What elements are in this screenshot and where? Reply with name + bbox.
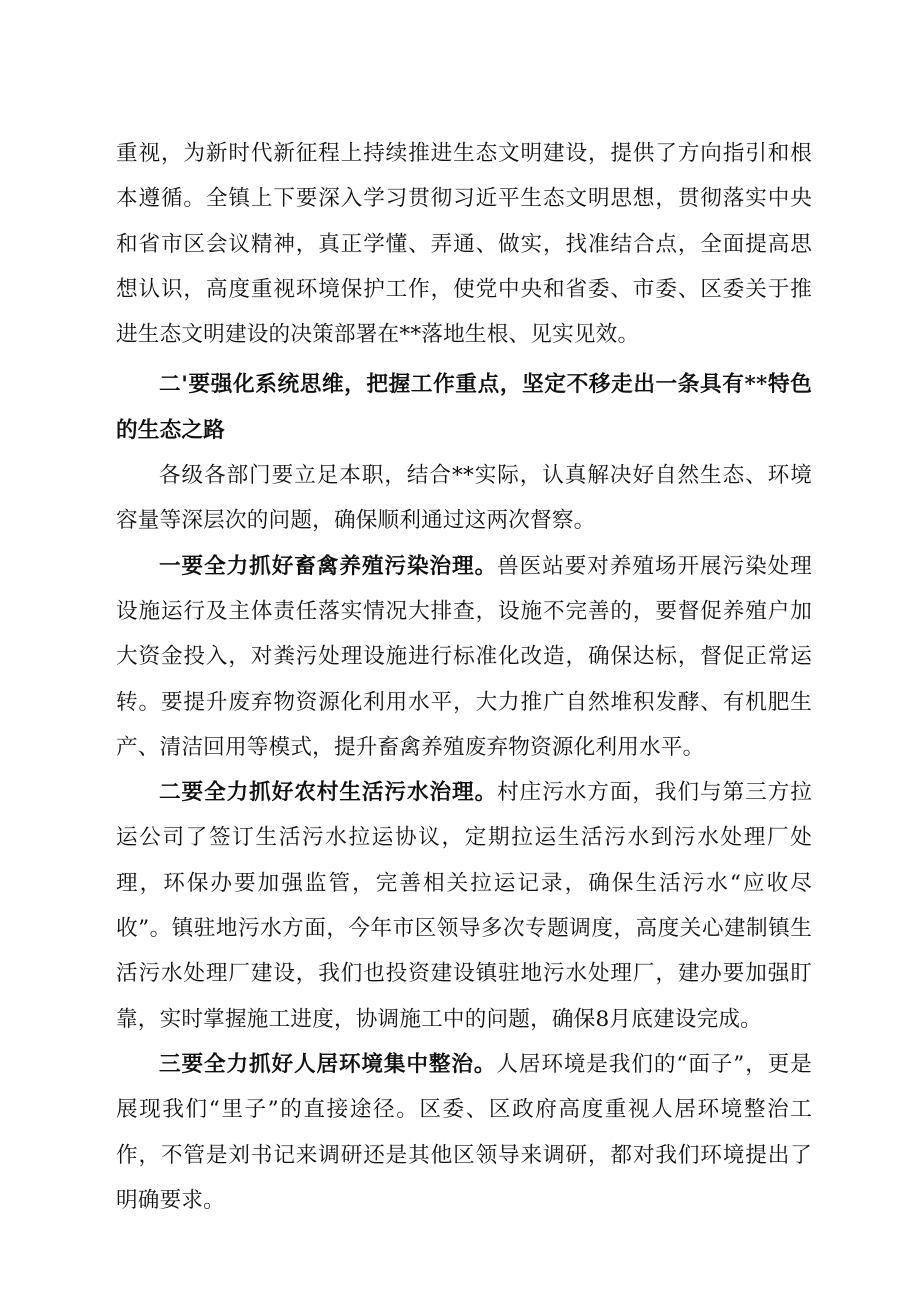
item-1-lead: 一要全力抓好畜禽养殖污染治理。 <box>159 553 498 579</box>
item-2-lead: 二要全力抓好农村生活污水治理。 <box>159 780 498 806</box>
document-body <box>116 131 812 1223</box>
item-2-body: 村庄污水方面，我们与第三方拉运公司了签订生活污水拉运协议，定期拉运生活污水到污水处理厂处理，环保办要加强监管，完善相关拉运记录，确保生活污水“应收尽收”。镇驻地污水方面，今年市区领导多次专题调度，高度关心建制镇生活污水处理厂建设，我们也投资建设镇驻地污水处理厂，建办要加强盯靠，实时掌握施工进度，协调施工中的问题，确保8月底建设完成。 <box>116 780 812 1032</box>
paragraph-continued: 重视，为新时代新征程上持续推进生态文明建设，提供了方向指引和根本遵循。全镇上下要深入学习贯彻习近平生态文明思想，贯彻落实中央和省市区会议精神，真正学懂、弄通、做实，找准结合点，全面提高思想认识，高度重视环境保护工作，使党中央和省委、市委、区委关于推进生态文明建设的决策部署在**落地生根、见实见效。 <box>116 141 812 348</box>
paragraph-intro: 各级各部门要立足本职，结合**实际，认真解决好自然生态、环境容量等深层次的问题，确保顺利通过这两次督察。 <box>116 463 812 534</box>
item-3-lead: 三要全力抓好人居环境集中整治。 <box>159 1051 497 1077</box>
paragraph-item-2 <box>116 770 812 1042</box>
section-heading: 二'要强化系统思维，把握工作重点，坚定不移走出一条具有**特色的生态之路 <box>116 372 812 443</box>
paragraph-item-1 <box>116 544 812 770</box>
item-3-body: 人居环境是我们的“面子”，更是展现我们“里子”的直接途径。区委、区政府高度重视人居环境整治工作，不管是刘书记来调研还是其他区领导来调研，都对我们环境提出了明确要求。 <box>116 1051 812 1213</box>
item-1-body: 兽医站要对养殖场开展污染处理设施运行及主体责任落实情况大排查，设施不完善的，要督促养殖户加大资金投入，对粪污处理设施进行标准化改造，确保达标，督促正常运转。要提升废弃物资源化利用水平，大力推广自然堆积发酵、有机肥生产、清洁回用等模式，提升畜禽养殖废弃物资源化利用水平。 <box>116 553 812 760</box>
paragraph-item-3 <box>116 1042 812 1223</box>
